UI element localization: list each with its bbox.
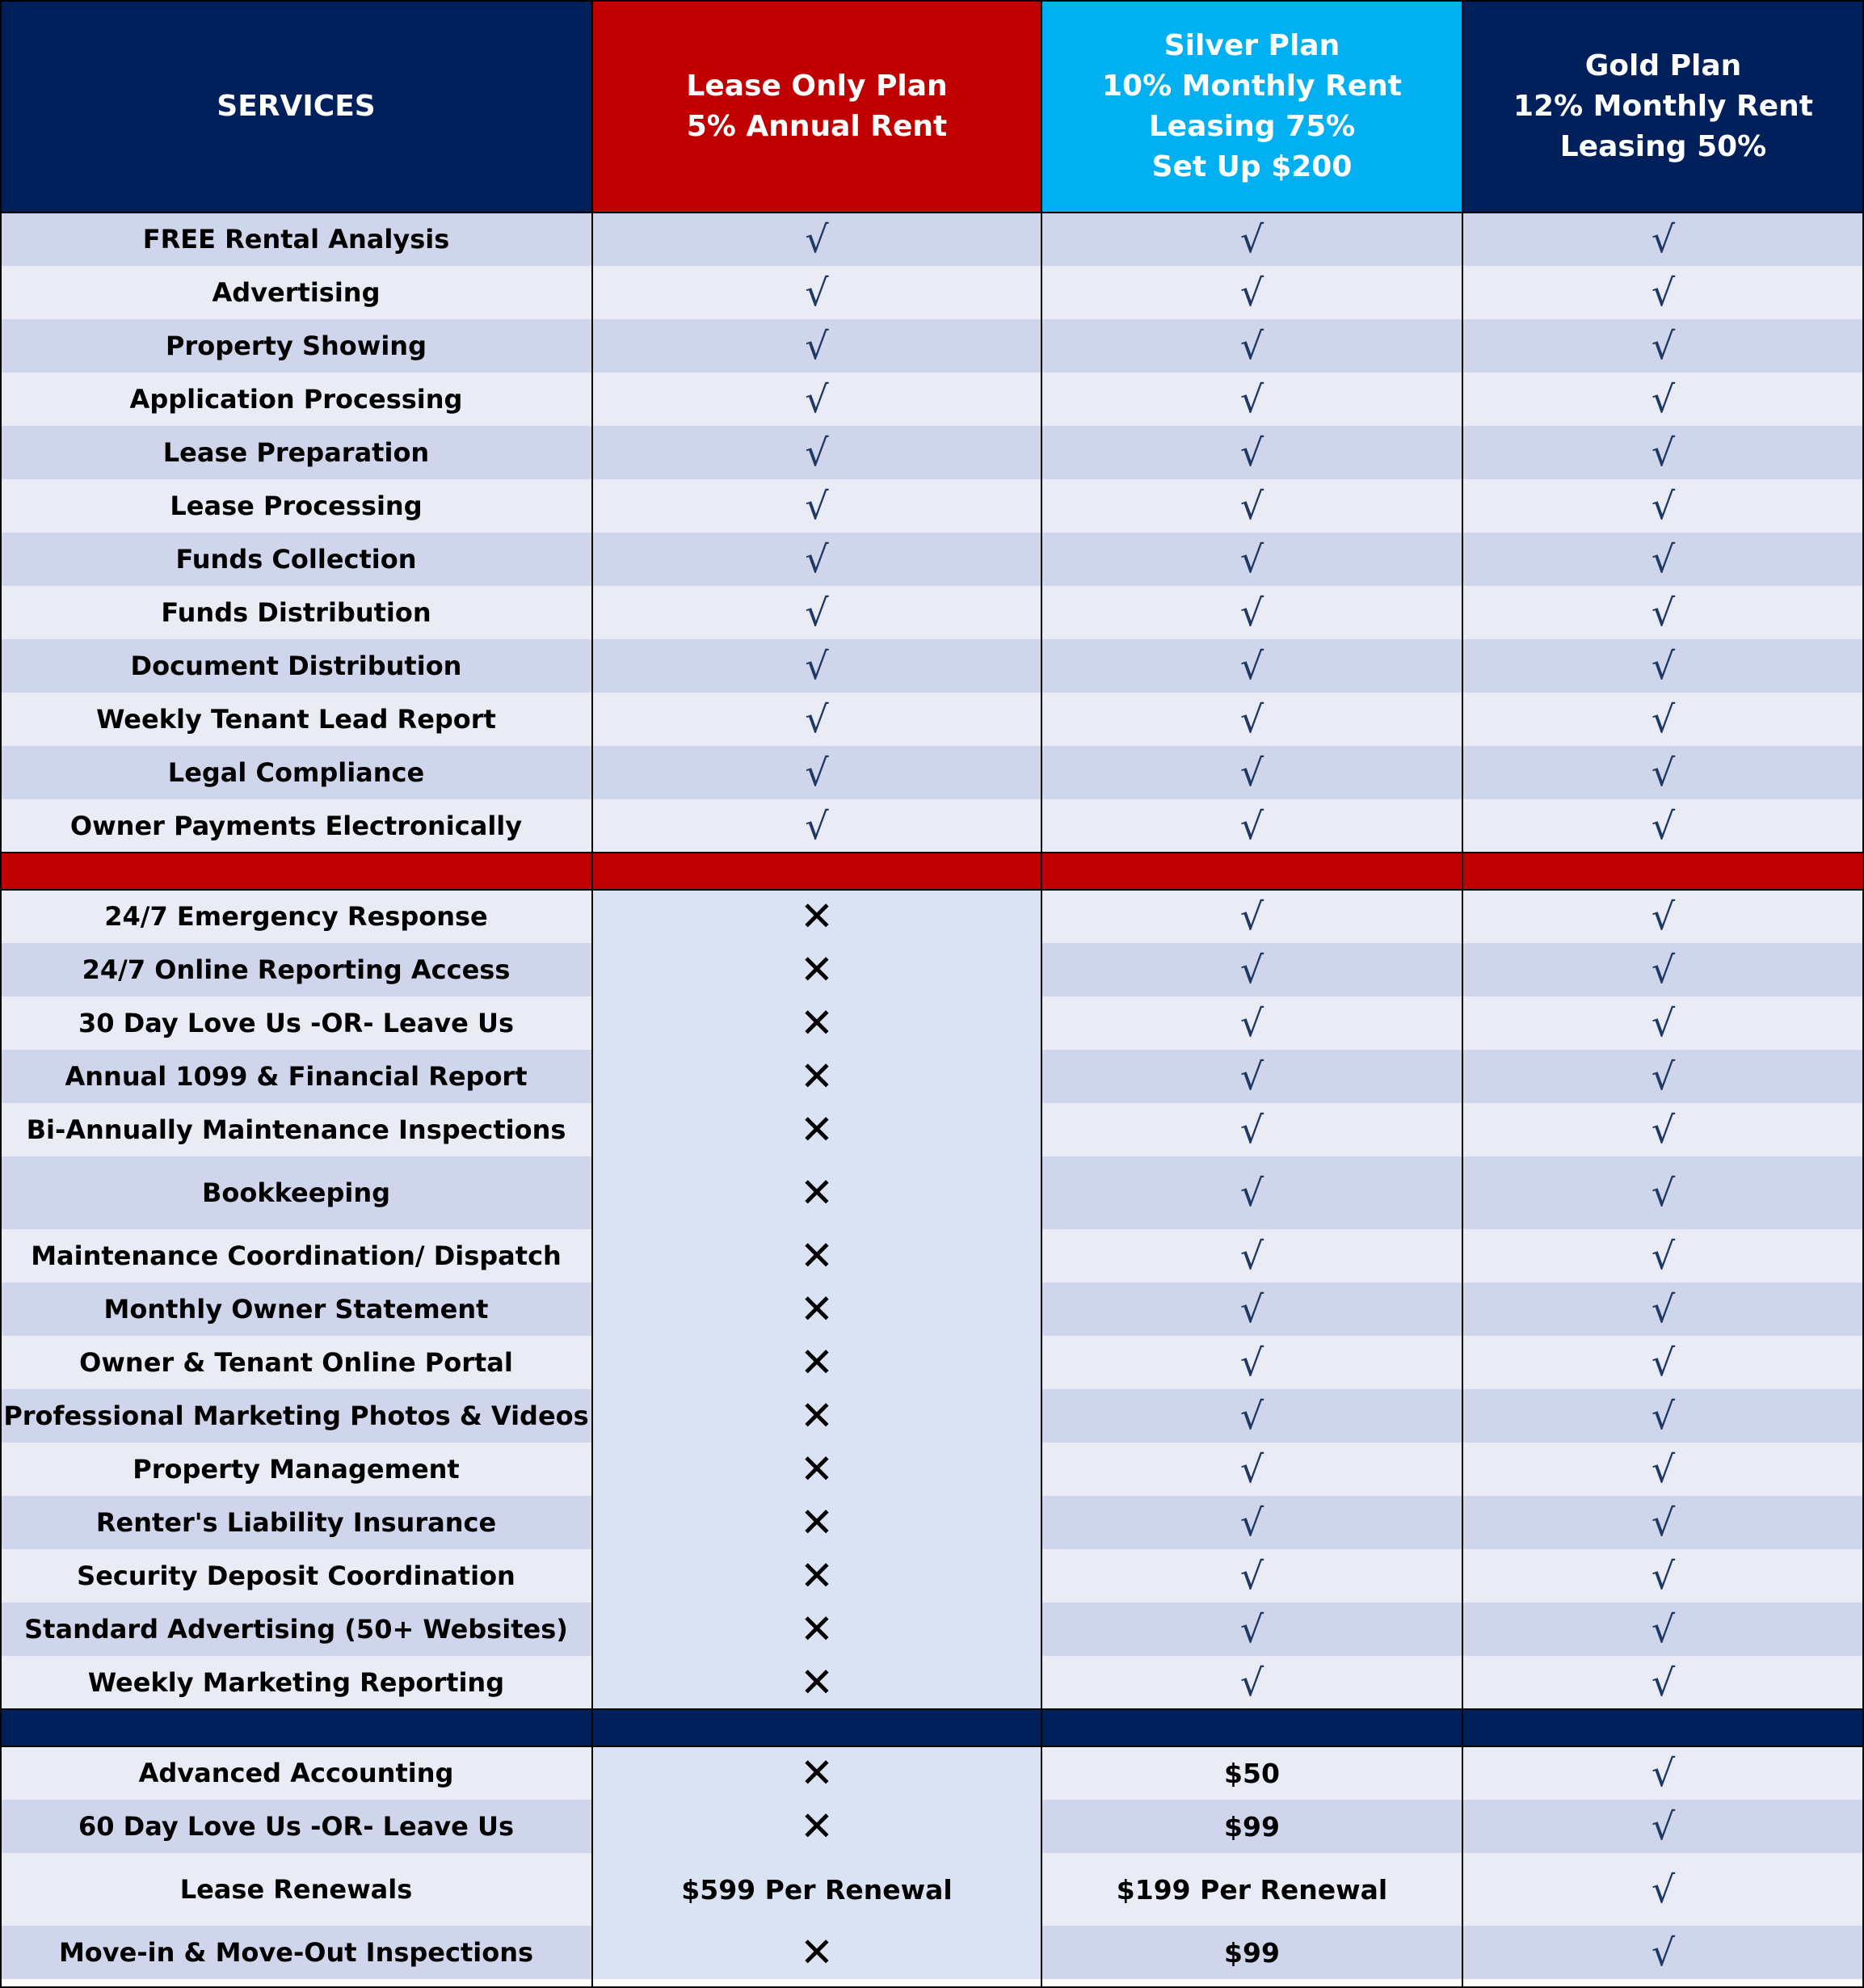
gold-cell [1462, 1229, 1864, 1283]
checkmark-icon: √ [805, 324, 829, 368]
header-lease-only-plan [592, 0, 1041, 213]
lease-only-cell [592, 586, 1041, 639]
checkmark-icon: √ [1239, 1287, 1264, 1331]
gold-cell [1462, 1549, 1864, 1603]
lease-only-cell [592, 1443, 1041, 1496]
checkmark-icon: √ [1651, 217, 1676, 261]
silver-cell [1041, 1443, 1462, 1496]
lease-only-cell [592, 1156, 1041, 1229]
service-label: Bookkeeping [0, 1156, 592, 1229]
gold-cell [1462, 1156, 1864, 1229]
cross-icon: ✕ [800, 1286, 834, 1333]
checkmark-icon: √ [805, 537, 829, 581]
silver-cell [1041, 586, 1462, 639]
checkmark-icon: √ [805, 271, 829, 314]
checkmark-icon: √ [1651, 537, 1676, 581]
checkmark-icon: √ [1651, 1234, 1676, 1278]
cross-icon: ✕ [800, 1106, 834, 1153]
service-label: Legal Compliance [0, 746, 592, 799]
row-divider [0, 1708, 1864, 1710]
gold-cell [1462, 1443, 1864, 1496]
gold-cell [1462, 1800, 1864, 1853]
lease-only-cell [592, 890, 1041, 943]
row-divider [0, 889, 1864, 891]
gold-cell [1462, 890, 1864, 943]
checkmark-icon: √ [1239, 895, 1264, 938]
silver-cell [1041, 1926, 1462, 1979]
checkmark-icon: √ [1651, 377, 1676, 421]
checkmark-icon: √ [1651, 1108, 1676, 1152]
service-label: 60 Day Love Us -OR- Leave Us [0, 1800, 592, 1853]
silver-cell [1041, 639, 1462, 693]
cross-icon: ✕ [800, 1659, 834, 1706]
silver-cell [1041, 1746, 1462, 1800]
checkmark-icon: √ [805, 377, 829, 421]
gold-cell [1462, 1283, 1864, 1336]
service-label: Owner Payments Electronically [0, 799, 592, 853]
gold-cell [1462, 1103, 1864, 1156]
lease-only-cell [592, 1389, 1041, 1443]
price-value: $599 Per Renewal [681, 1873, 953, 1906]
service-label: Weekly Tenant Lead Report [0, 693, 592, 746]
silver-cell [1041, 373, 1462, 426]
silver-cell [1041, 426, 1462, 479]
cross-icon: ✕ [800, 1392, 834, 1439]
silver-cell [1041, 1229, 1462, 1283]
section-divider-navy [0, 1709, 1864, 1746]
checkmark-icon: √ [1239, 1501, 1264, 1544]
checkmark-icon: √ [1651, 1171, 1676, 1215]
silver-cell [1041, 213, 1462, 266]
checkmark-icon: √ [805, 217, 829, 261]
checkmark-icon: √ [1239, 644, 1264, 688]
service-label: 30 Day Love Us -OR- Leave Us [0, 996, 592, 1050]
silver-cell [1041, 1283, 1462, 1336]
service-label: Professional Marketing Photos & Videos [0, 1389, 592, 1443]
checkmark-icon: √ [1651, 1661, 1676, 1704]
service-label: Funds Collection [0, 533, 592, 586]
checkmark-icon: √ [805, 751, 829, 794]
header-services-label: SERVICES [217, 89, 376, 123]
service-label: Security Deposit Coordination [0, 1549, 592, 1603]
gold-cell [1462, 746, 1864, 799]
header-silver-plan [1041, 0, 1462, 213]
gold-cell [1462, 639, 1864, 693]
checkmark-icon: √ [1239, 1055, 1264, 1098]
service-label: Funds Distribution [0, 586, 592, 639]
checkmark-icon: √ [1239, 1394, 1264, 1438]
checkmark-icon: √ [805, 644, 829, 688]
checkmark-icon: √ [805, 697, 829, 741]
checkmark-icon: √ [1651, 751, 1676, 794]
gold-cell [1462, 996, 1864, 1050]
price-value: $50 [1224, 1757, 1280, 1789]
service-label: Lease Renewals [0, 1853, 592, 1926]
silver-cell [1041, 1549, 1462, 1603]
gold-cell [1462, 586, 1864, 639]
service-label: Renter's Liability Insurance [0, 1496, 592, 1549]
header-silver-plan-line: 10% Monthly Rent [1101, 69, 1403, 103]
gold-cell [1462, 1746, 1864, 1800]
checkmark-icon: √ [1239, 217, 1264, 261]
header-gold-plan-line: Leasing 50% [1559, 129, 1767, 163]
gold-cell [1462, 1389, 1864, 1443]
service-label: Move-in & Move-Out Inspections [0, 1926, 592, 1979]
service-label: Document Distribution [0, 639, 592, 693]
checkmark-icon: √ [1651, 1554, 1676, 1598]
service-label: Application Processing [0, 373, 592, 426]
checkmark-icon: √ [1651, 484, 1676, 528]
gold-cell [1462, 1853, 1864, 1926]
service-label: 24/7 Online Reporting Access [0, 943, 592, 996]
gold-cell [1462, 319, 1864, 373]
silver-cell [1041, 1336, 1462, 1389]
checkmark-icon: √ [1239, 431, 1264, 474]
gold-cell [1462, 1336, 1864, 1389]
checkmark-icon: √ [1239, 804, 1264, 848]
checkmark-icon: √ [1239, 1001, 1264, 1045]
checkmark-icon: √ [1651, 1287, 1676, 1331]
lease-only-cell [592, 1229, 1041, 1283]
silver-cell [1041, 319, 1462, 373]
checkmark-icon: √ [805, 484, 829, 528]
checkmark-icon: √ [1239, 1661, 1264, 1704]
gold-cell [1462, 1496, 1864, 1549]
cross-icon: ✕ [800, 946, 834, 993]
lease-only-cell [592, 1746, 1041, 1800]
silver-cell [1041, 1050, 1462, 1103]
service-label: Property Showing [0, 319, 592, 373]
checkmark-icon: √ [1651, 1501, 1676, 1544]
service-label: Lease Processing [0, 479, 592, 533]
checkmark-icon: √ [1651, 1931, 1676, 1974]
cross-icon: ✕ [800, 1339, 834, 1386]
cross-icon: ✕ [800, 1750, 834, 1796]
silver-cell [1041, 890, 1462, 943]
section-divider-red [0, 853, 1864, 890]
lease-only-cell [592, 996, 1041, 1050]
cross-icon: ✕ [800, 1053, 834, 1100]
checkmark-icon: √ [1651, 1055, 1676, 1098]
service-label: Lease Preparation [0, 426, 592, 479]
row-divider [0, 852, 1864, 853]
silver-cell [1041, 1156, 1462, 1229]
checkmark-icon: √ [1651, 1001, 1676, 1045]
checkmark-icon: √ [1239, 948, 1264, 992]
row-divider [0, 212, 1864, 213]
lease-only-cell [592, 746, 1041, 799]
lease-only-cell [592, 1336, 1041, 1389]
lease-only-cell [592, 1283, 1041, 1336]
gold-cell [1462, 266, 1864, 319]
lease-only-cell [592, 533, 1041, 586]
lease-only-cell [592, 266, 1041, 319]
column-divider [591, 0, 593, 1988]
column-divider [1041, 0, 1042, 1988]
silver-cell [1041, 799, 1462, 853]
checkmark-icon: √ [1239, 751, 1264, 794]
checkmark-icon: √ [1239, 697, 1264, 741]
gold-cell [1462, 479, 1864, 533]
lease-only-cell [592, 1496, 1041, 1549]
checkmark-icon: √ [1239, 1108, 1264, 1152]
service-label: Property Management [0, 1443, 592, 1496]
checkmark-icon: √ [805, 591, 829, 634]
header-silver-plan-line: Silver Plan [1163, 28, 1340, 62]
cross-icon: ✕ [800, 1552, 834, 1599]
lease-only-cell [592, 943, 1041, 996]
silver-cell [1041, 1603, 1462, 1656]
cross-icon: ✕ [800, 1446, 834, 1493]
checkmark-icon: √ [1239, 1607, 1264, 1651]
lease-only-cell [592, 479, 1041, 533]
checkmark-icon: √ [1651, 271, 1676, 314]
silver-cell [1041, 746, 1462, 799]
checkmark-icon: √ [1651, 1868, 1676, 1911]
cross-icon: ✕ [800, 1499, 834, 1546]
gold-cell [1462, 693, 1864, 746]
price-value: $99 [1224, 1936, 1280, 1969]
checkmark-icon: √ [1651, 431, 1676, 474]
checkmark-icon: √ [1651, 1805, 1676, 1848]
lease-only-cell [592, 373, 1041, 426]
checkmark-icon: √ [1651, 324, 1676, 368]
header-gold-plan-line: Gold Plan [1584, 48, 1742, 82]
lease-only-cell [592, 213, 1041, 266]
service-label: FREE Rental Analysis [0, 213, 592, 266]
service-label: 24/7 Emergency Response [0, 890, 592, 943]
cross-icon: ✕ [800, 893, 834, 940]
cross-icon: ✕ [800, 1803, 834, 1850]
lease-only-cell [592, 1603, 1041, 1656]
service-label: Monthly Owner Statement [0, 1283, 592, 1336]
lease-only-cell [592, 1050, 1041, 1103]
silver-cell [1041, 693, 1462, 746]
service-label: Owner & Tenant Online Portal [0, 1336, 592, 1389]
row-divider [0, 1746, 1864, 1747]
checkmark-icon: √ [1651, 1751, 1676, 1795]
lease-only-cell [592, 426, 1041, 479]
silver-cell [1041, 1656, 1462, 1709]
lease-only-cell [592, 1926, 1041, 1979]
checkmark-icon: √ [1651, 948, 1676, 992]
checkmark-icon: √ [1239, 271, 1264, 314]
checkmark-icon: √ [1651, 804, 1676, 848]
lease-only-cell [592, 1800, 1041, 1853]
checkmark-icon: √ [1651, 1394, 1676, 1438]
silver-cell [1041, 1496, 1462, 1549]
lease-only-cell [592, 639, 1041, 693]
column-divider [1462, 0, 1463, 1988]
checkmark-icon: √ [1651, 1341, 1676, 1384]
service-label: Advertising [0, 266, 592, 319]
checkmark-icon: √ [1651, 1607, 1676, 1651]
gold-cell [1462, 1656, 1864, 1709]
cross-icon: ✕ [800, 1000, 834, 1047]
checkmark-icon: √ [1651, 1447, 1676, 1491]
gold-cell [1462, 943, 1864, 996]
header-lease-only-plan-line: Lease Only Plan [686, 69, 948, 103]
header-lease-only-plan-line: 5% Annual Rent [686, 109, 948, 143]
service-label: Advanced Accounting [0, 1746, 592, 1800]
checkmark-icon: √ [1239, 377, 1264, 421]
silver-cell [1041, 479, 1462, 533]
silver-cell [1041, 1800, 1462, 1853]
checkmark-icon: √ [1651, 895, 1676, 938]
gold-cell [1462, 213, 1864, 266]
checkmark-icon: √ [1239, 1171, 1264, 1215]
silver-cell [1041, 996, 1462, 1050]
gold-cell [1462, 1603, 1864, 1656]
checkmark-icon: √ [1239, 1234, 1264, 1278]
lease-only-cell [592, 1853, 1041, 1926]
cross-icon: ✕ [800, 1606, 834, 1653]
cross-icon: ✕ [800, 1929, 834, 1976]
service-label: Standard Advertising (50+ Websites) [0, 1603, 592, 1656]
gold-cell [1462, 426, 1864, 479]
lease-only-cell [592, 1549, 1041, 1603]
gold-cell [1462, 799, 1864, 853]
header-services [0, 0, 592, 213]
lease-only-cell [592, 799, 1041, 853]
checkmark-icon: √ [805, 431, 829, 474]
silver-cell [1041, 1103, 1462, 1156]
checkmark-icon: √ [1239, 484, 1264, 528]
checkmark-icon: √ [1239, 591, 1264, 634]
service-label: Bi-Annually Maintenance Inspections [0, 1103, 592, 1156]
gold-cell [1462, 533, 1864, 586]
gold-cell [1462, 1926, 1864, 1979]
lease-only-cell [592, 319, 1041, 373]
checkmark-icon: √ [1239, 1554, 1264, 1598]
checkmark-icon: √ [1239, 1341, 1264, 1384]
checkmark-icon: √ [1651, 697, 1676, 741]
cross-icon: ✕ [800, 1169, 834, 1216]
price-value: $199 Per Renewal [1116, 1873, 1388, 1906]
silver-cell [1041, 533, 1462, 586]
gold-cell [1462, 373, 1864, 426]
lease-only-cell [592, 1656, 1041, 1709]
service-label: Maintenance Coordination/ Dispatch [0, 1229, 592, 1283]
lease-only-cell [592, 1103, 1041, 1156]
silver-cell [1041, 1389, 1462, 1443]
silver-cell [1041, 1853, 1462, 1926]
gold-cell [1462, 1050, 1864, 1103]
checkmark-icon: √ [1651, 591, 1676, 634]
service-label: Annual 1099 & Financial Report [0, 1050, 592, 1103]
header-gold-plan-line: 12% Monthly Rent [1513, 89, 1814, 123]
lease-only-cell [592, 693, 1041, 746]
header-silver-plan-line: Leasing 75% [1148, 109, 1356, 143]
silver-cell [1041, 266, 1462, 319]
header-silver-plan-line: Set Up $200 [1151, 150, 1353, 183]
silver-cell [1041, 943, 1462, 996]
checkmark-icon: √ [1239, 537, 1264, 581]
checkmark-icon: √ [1239, 1447, 1264, 1491]
cross-icon: ✕ [800, 1232, 834, 1279]
price-value: $99 [1224, 1810, 1280, 1843]
checkmark-icon: √ [1239, 324, 1264, 368]
checkmark-icon: √ [805, 804, 829, 848]
header-gold-plan [1462, 0, 1864, 213]
service-label: Weekly Marketing Reporting [0, 1656, 592, 1709]
checkmark-icon: √ [1651, 644, 1676, 688]
